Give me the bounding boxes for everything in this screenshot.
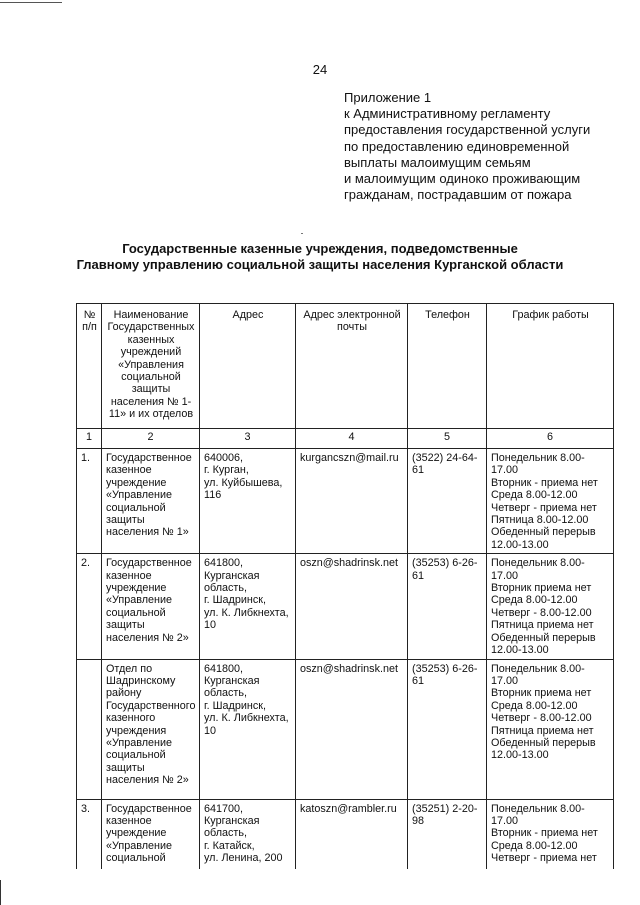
row-email: kurgancszn@mail.ru	[296, 449, 408, 554]
table-row	[77, 799, 614, 869]
row-address: 641700, Курганская область, г. Катайск, ул. Ленина, 200	[200, 799, 296, 869]
row-schedule: Понедельник 8.00- 17.00 Вторник - приема нет Среда 8.00-12.00 Четверг - приема нет Пятница 8.00-12.00 Обеденный перерыв 12.00-13.00	[487, 449, 614, 554]
column-number: 4	[296, 429, 408, 449]
row-phone: (3522) 24-64- 61	[408, 449, 487, 554]
appendix-line: предоставления государственной услуги	[344, 122, 591, 138]
header-cell-phone: Телефон	[408, 304, 487, 429]
row-number: 2.	[77, 554, 102, 659]
column-number-row	[77, 429, 614, 449]
row-address: 641800, Курганская область, г. Шадринск, ул. К. Либкнехта, 10	[200, 554, 296, 659]
row-number: 1.	[77, 449, 102, 554]
row-email: oszn@shadrinsk.net	[296, 659, 408, 799]
row-name: Государственное казенное учреждение «Управление социальной защиты населения № 2»	[102, 554, 200, 659]
row-name: Отдел по Шадринскому району Государственного казенного учреждения «Управление социальной защиты населения № 2»	[102, 659, 200, 799]
row-email: katoszn@rambler.ru	[296, 799, 408, 869]
appendix-line: гражданам, пострадавшим от пожара	[344, 187, 572, 203]
header-cell-address: Адрес	[200, 304, 296, 429]
appendix-line: и малоимущим одиноко проживающим	[344, 171, 581, 187]
row-name: Государственное казенное учреждение «Управление социальной защиты населения № 1»	[102, 449, 200, 554]
header-cell-name: Наименование Государственных казенных учреждений «Управления социальной защиты населения № 1- 11» и их отделов	[102, 304, 200, 429]
column-number: 1	[77, 429, 102, 449]
header-cell-schedule: График работы	[487, 304, 614, 429]
row-number	[77, 659, 102, 799]
row-phone: (35251) 2-20- 98	[408, 799, 487, 869]
row-email: oszn@shadrinsk.net	[296, 554, 408, 659]
appendix-line: по предоставлению единовременной	[344, 138, 570, 154]
page-number: 24	[312, 62, 328, 77]
heading-line: Главному управлению социальной защиты населения Курганской области	[76, 257, 564, 272]
margin-mark	[0, 880, 1, 905]
row-phone: (35253) 6-26- 61	[408, 554, 487, 659]
appendix-line: к Административному регламенту	[344, 106, 551, 122]
header-cell-number: № п/п	[77, 304, 102, 429]
scan-dot	[301, 233, 303, 234]
institutions-table	[76, 303, 614, 869]
row-address: 640006, г. Курган, ул. Куйбышева, 116	[200, 449, 296, 554]
row-schedule: Понедельник 8.00- 17.00 Вторник - приема нет Среда 8.00-12.00 Четверг - приема нет	[487, 799, 614, 869]
row-schedule: Понедельник 8.00- 17.00 Вторник приема нет Среда 8.00-12.00 Четверг - 8.00-12.00 Пятница приема нет Обеденный перерыв 12.00-13.00	[487, 659, 614, 799]
column-number: 3	[200, 429, 296, 449]
row-schedule: Понедельник 8.00- 17.00 Вторник приема нет Среда 8.00-12.00 Четверг - 8.00-12.00 Пятница приема нет Обеденный перерыв 12.00-13.00	[487, 554, 614, 659]
column-number: 5	[408, 429, 487, 449]
row-phone: (35253) 6-26- 61	[408, 659, 487, 799]
top-rule	[0, 2, 62, 3]
appendix-line: выплаты малоимущим семьям	[344, 154, 531, 170]
header-cell-email: Адрес электронной почты	[296, 304, 408, 429]
table-row	[77, 554, 614, 659]
table-header-row	[77, 304, 614, 429]
row-number: 3.	[77, 799, 102, 869]
column-number: 2	[102, 429, 200, 449]
appendix-note	[344, 90, 634, 203]
document-heading	[0, 241, 640, 273]
table-row	[77, 449, 614, 554]
row-address: 641800, Курганская область, г. Шадринск, ул. К. Либкнехта, 10	[200, 659, 296, 799]
table-row	[77, 659, 614, 799]
column-number: 6	[487, 429, 614, 449]
heading-line: Государственные казенные учреждения, подведомственные	[122, 241, 518, 256]
appendix-line: Приложение 1	[344, 90, 432, 105]
row-name: Государственное казенное учреждение «Управление социальной	[102, 799, 200, 869]
